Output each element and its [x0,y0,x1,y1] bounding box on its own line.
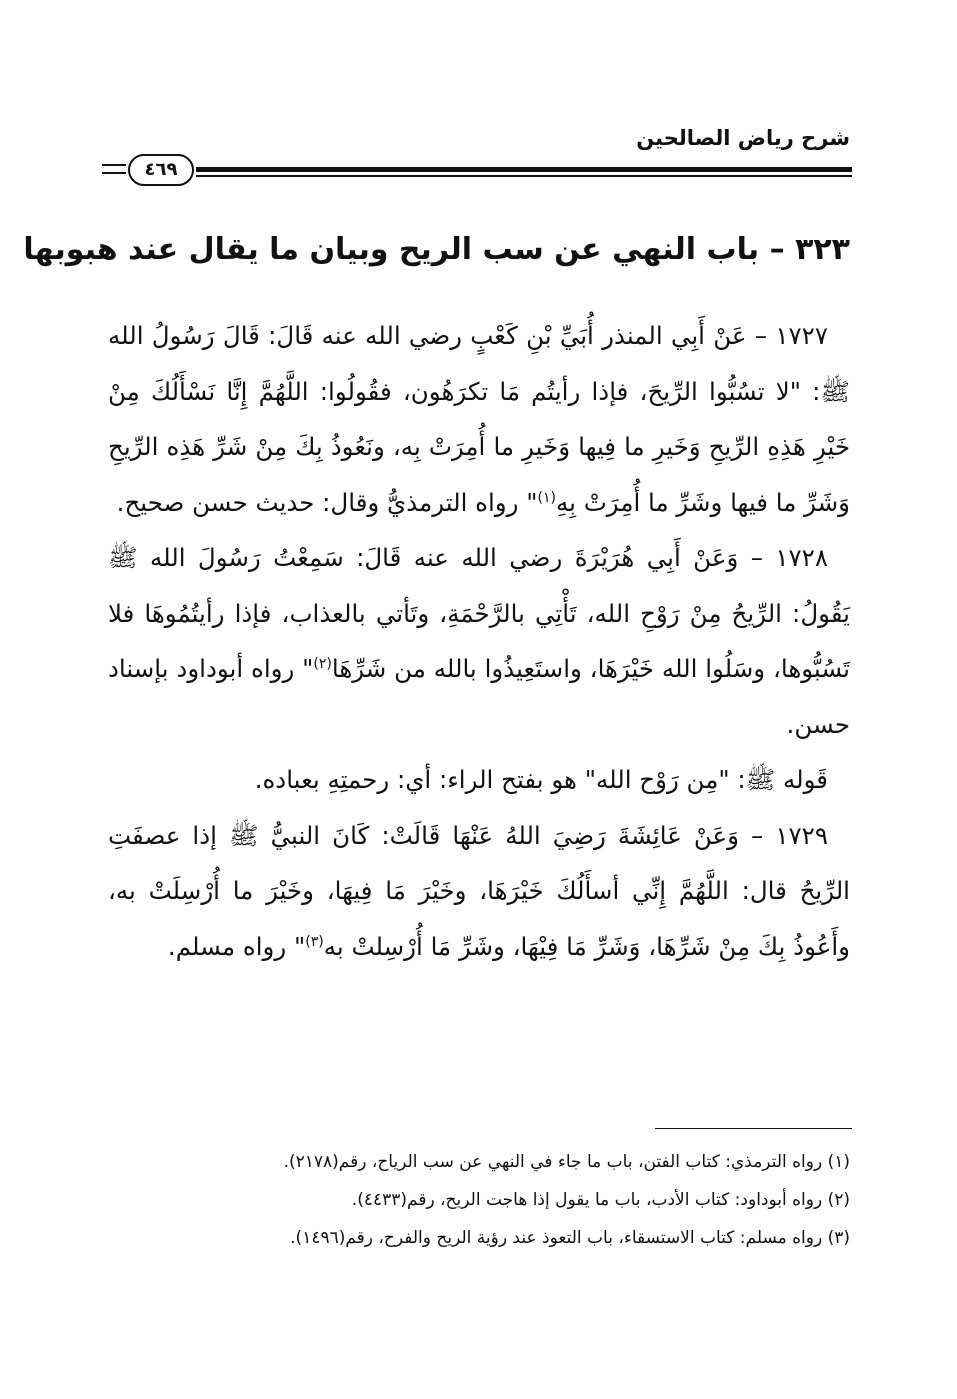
header-rule-thin [196,175,852,177]
hadith-tail: " رواه الترمذيُّ وقال: حديث حسن صحيح. [116,487,538,517]
hadith-tail: " رواه أبوداود بإسناد حسن. [108,654,850,739]
hadith-paragraph [108,308,850,530]
footnote-ref: (١) [537,489,556,506]
commentary-text: قَوله ﷺ: "مِن رَوْح الله" هو بفتح الراء: أي: رحمتِهِ بعباده. [254,765,828,794]
hadith-tail: " رواه مسلم. [167,931,306,961]
footnote: (١) رواه الترمذي: كتاب الفتن، باب ما جاء في النهي عن سب الرياح، رقم(٢١٧٨). [283,1152,850,1172]
footnote: (٢) رواه أبوداود: كتاب الأدب، باب ما يقول إذا هاجت الريح، رقم(٤٤٣٣). [351,1190,850,1210]
footnotes [108,1143,850,1257]
hadith-text: ١٧٢٨ – وَعَنْ أَبِي هُرَيْرَةَ رضي الله عنه قَالَ: سَمِعْتُ رَسُولَ الله ﷺ يَقُولُ: الرِّيحُ مِنْ رَوْحِ الله، تَأْتِي بالرَّحْمَةِ، وتَأتي بالعذاب، فإذا رأيتُمُوهَا فلا تَسُبُّوها، وسَلُوا الله خَيْرَهَا، واستَعِيذُوا بالله من شَرِّهَا [108,543,850,683]
footnote-separator [655,1128,852,1129]
hadith-paragraph [108,808,850,975]
running-header-title: شرح رياض الصالحين [636,126,850,150]
page-number-badge: ٤٦٩ [128,154,194,186]
footnote: (٣) رواه مسلم: كتاب الاستسقاء، باب التعوذ عند رؤية الريح والفرح، رقم(١٤٩٦). [290,1228,850,1248]
chapter-title: ٣٢٣ – باب النهي عن سب الريح وبيان ما يقال عند هبوبها [23,232,850,267]
header-rule [100,150,852,190]
hadith-text: ١٧٢٩ – وَعَنْ عَائِشَةَ رَضِيَ اللهُ عَنْهَا قَالَتْ: كَانَ النبيُّ ﷺ إذا عصفَتِ الرِّيحُ قال: اللَّهُمَّ إِنِّي أسأَلُكَ خَيْرَهَا، وخَيْرَ مَا فِيهَا، وخَيْرَ ما أُرْسِلَتْ به، وأَعُوذُ بِكَ مِنْ شَرِّهَا، وَشَرِّ مَا فِيْهَا، وشَرِّ مَا أُرْسِلتْ به [108,820,850,961]
commentary-paragraph [108,752,850,808]
hadith-text: ١٧٢٧ – عَنْ أَبِي المنذر أُبَيِّ بْنِ كَعْبٍ رضي الله عنه قَالَ: قَالَ رَسُولُ الله ﷺ: "لا تسُبُّوا الرِّيحَ، فإذا رأيتُم مَا تكرَهُون، فقُولُوا: اللَّهُمَّ إِنَّا نَسْأَلُكَ مِنْ خَيْرِ هَذِهِ الرِّيحِ وَخَيرِ ما فِيها وَخَيرِ ما أُمِرَتْ بِه، ونَعُوذُ بِكَ مِنْ شَرِّ هَذِه الرِّيحِ وَشَرِّ ما فيها وشَرِّ ما أُمِرَتْ بِهِ [108,321,850,517]
badge-ornament-line [102,172,126,174]
header-rule-thick [196,167,852,172]
footnote-ref: (٢) [313,655,332,672]
hadith-paragraph [108,530,850,752]
footnote-ref: (٣) [305,933,324,950]
badge-ornament-line [102,164,126,166]
main-text [108,308,850,974]
